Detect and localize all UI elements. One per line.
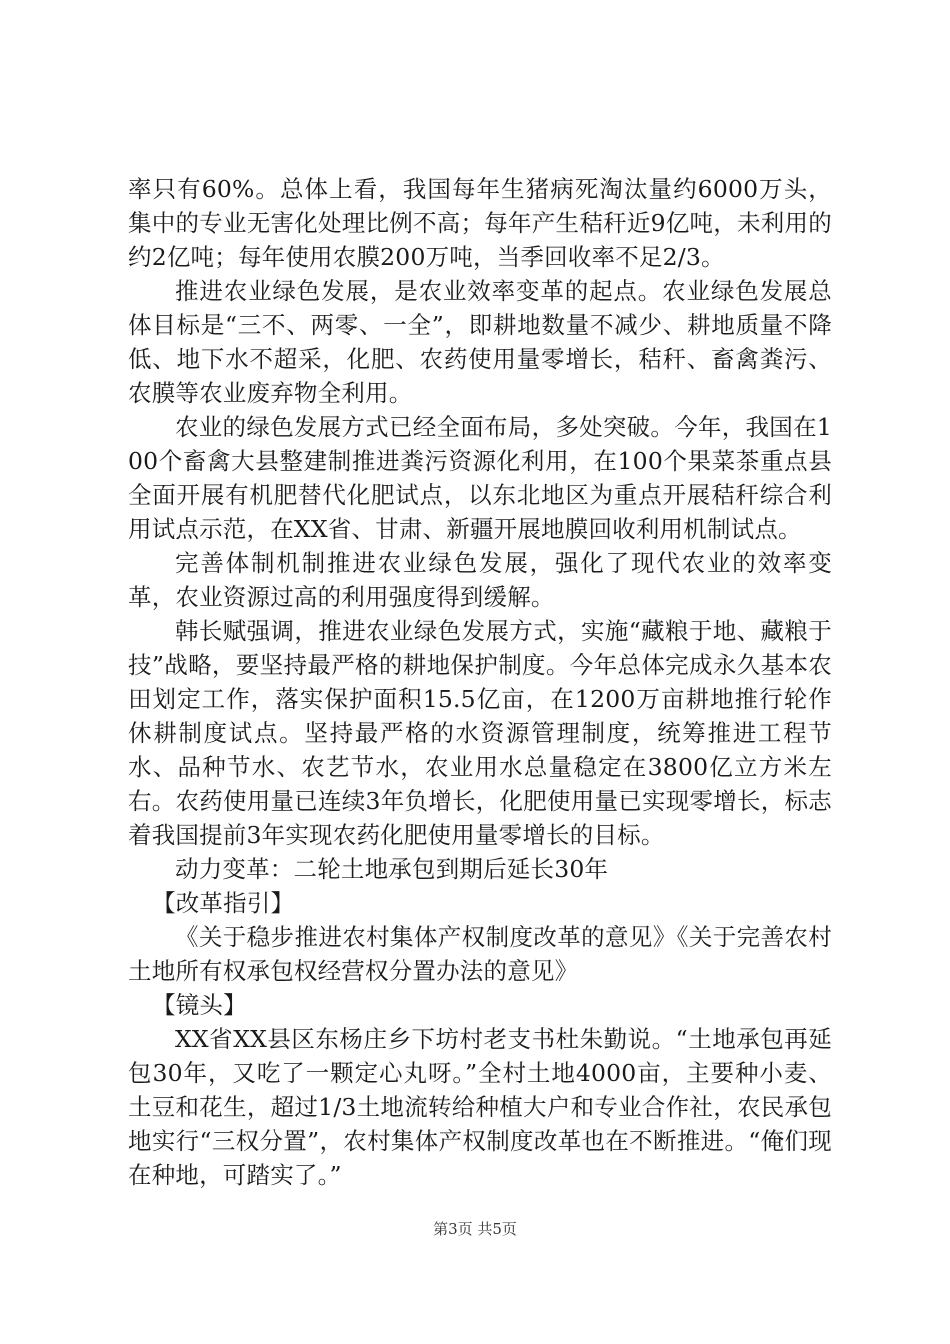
paragraph-village-story: XX省XX县区东杨庄乡下坊村老支书杜朱勤说。“土地承包再延包30年，又吃了一颗定心丸呀。”全村土地4000亩，主要种小麦、土豆和花生，超过1/3土地流转给种植大户和专业合作社，农民承包地实行“三权分置”，农村集体产权制度改革也在不断推进。“俺们现在种地，可踏实了。” xyxy=(128,1025,832,1189)
paragraph-han-changfu: 韩长赋强调，推进农业绿色发展方式，实施“藏粮于地、藏粮于技”战略，要坚持最严格的耕地保护制度。今年总体完成永久基本农田划定工作，落实保护面积15.5亿亩，在1200万亩耕地推行轮作休耕制度试点。坚持最严格的水资源管理制度，统筹推进工程节水、品种节水、农艺节水，农业用水总量稳定在3800亿立方米左右。农药使用量已连续3年负增长，化肥使用量已实现零增长，标志着我国提前3年实现农药化肥使用量零增长的目标。 xyxy=(128,617,832,849)
paragraph-mechanism: 完善体制机制推进农业绿色发展，强化了现代农业的效率变革，农业资源过高的利用强度得到缓解。 xyxy=(128,549,832,611)
document-body xyxy=(128,172,832,1192)
section-label-lens: 【镜头】 xyxy=(152,991,247,1019)
paragraph-continuation: 率只有60%。总体上看，我国每年生猪病死淘汰量约6000万头，集中的专业无害化处理比例不高；每年产生秸秆近9亿吨，未利用的约2亿吨；每年使用农膜200万吨，当季回收率不足2/3。 xyxy=(128,175,832,271)
paragraph-green-layout: 农业的绿色发展方式已经全面布局，多处突破。今年，我国在100个畜禽大县整建制推进粪污资源化利用，在100个果菜茶重点县全面开展有机肥替代化肥试点，以东北地区为重点开展秸秆综合利用试点示范，在XX省、甘肃、新疆开展地膜回收利用机制试点。 xyxy=(128,413,832,543)
page-footer: 第3页 共5页 xyxy=(433,1220,517,1238)
paragraph-green-development: 推进农业绿色发展，是农业效率变革的起点。农业绿色发展总体目标是“三不、两零、一全”，即耕地数量不减少、耕地质量不降低、地下水不超采，化肥、农药使用量零增长，秸秆、畜禽粪污、农膜等农业废弃物全利用。 xyxy=(128,277,832,407)
paragraph-policy-documents: 《关于稳步推进农村集体产权制度改革的意见》《关于完善农村土地所有权承包权经营权分置办法的意见》 xyxy=(128,923,832,985)
section-heading-power-reform: 动力变革：二轮土地承包到期后延长30年 xyxy=(175,855,609,883)
section-label-reform-guide: 【改革指引】 xyxy=(152,889,295,917)
